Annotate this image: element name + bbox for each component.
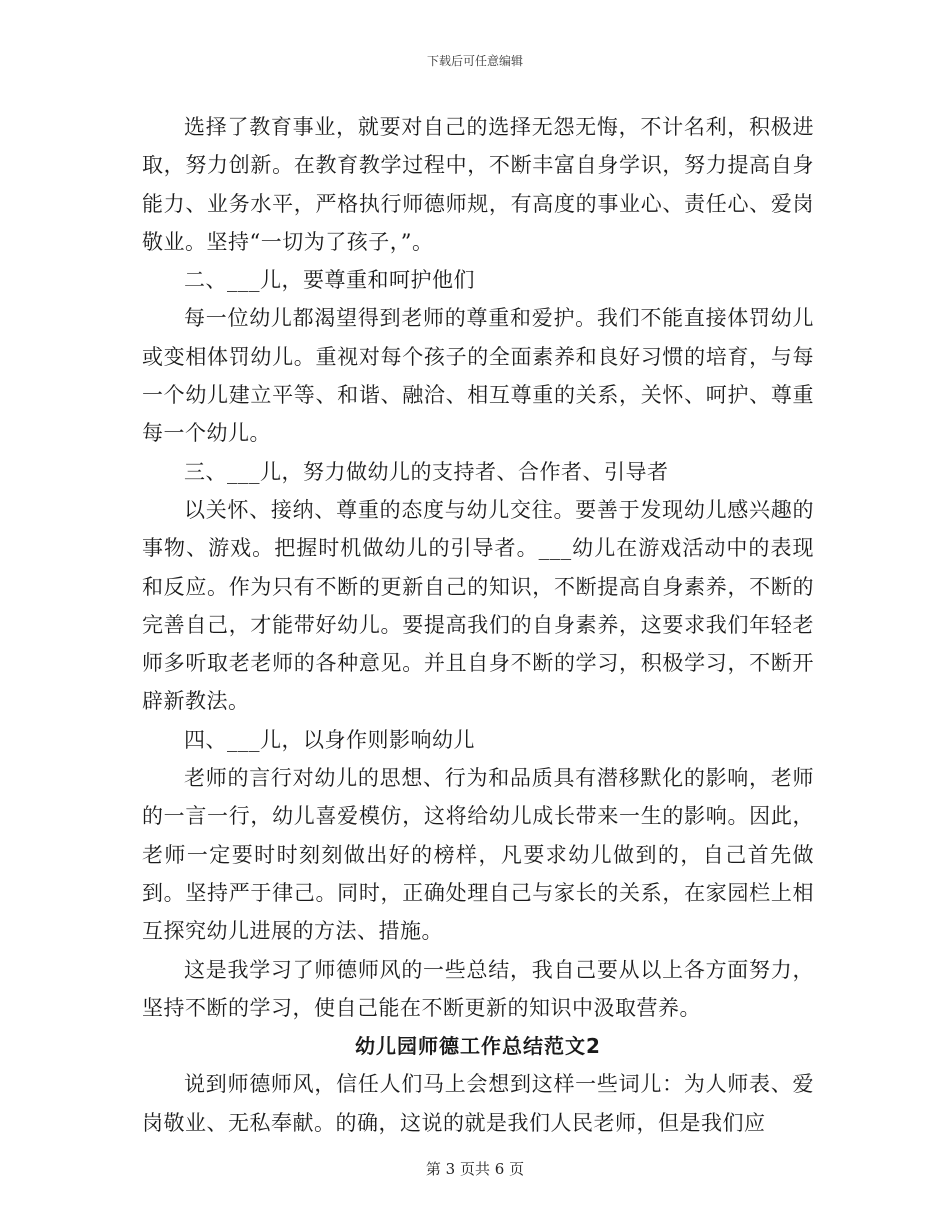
heading-2: 二、___儿，要尊重和呵护他们 <box>184 268 475 293</box>
paragraph-3: 以关怀、接纳、尊重的态度与幼儿交往。要善于发现幼儿感兴趣的事物、游戏。把握时机做幼儿的引导者。___幼儿在游戏活动中的表现和反应。作为只有不断的更新自己的知识，不断提高自身素养，不断的完善自己，才能带好幼儿。要提高我们的自身素养，这要求我们年轻老师多听取老老师的各种意见。并且自身不断的学习，积极学习，不断开辟新教法。 <box>142 497 814 714</box>
heading-4: 四、___儿，以身作则影响幼儿 <box>184 727 475 752</box>
page-header: 下载后可任意编辑 <box>426 54 523 68</box>
page-footer: 第 3 页共 6 页 <box>425 1160 525 1178</box>
document-body <box>142 108 814 1142</box>
paragraph-4: 老师的言行对幼儿的思想、行为和品质具有潜移默化的影响，老师的一言一行，幼儿喜爱模仿，这将给幼儿成长带来一生的影响。因此，老师一定要时时刻刻做出好的榜样，凡要求幼儿做到的，自己首先做到。坚持严于律己。同时，正确处理自己与家长的关系，在家园栏上相互探究幼儿进展的方法、措施。 <box>142 766 814 944</box>
heading-3: 三、___儿，努力做幼儿的支持者、合作者、引导者 <box>184 459 669 484</box>
paragraph-6: 说到师德师风，信任人们马上会想到这样一些词儿：为人师表、爱岗敬业、无私奉献。的确，这说的就是我们人民老师，但是我们应 <box>142 1072 814 1135</box>
paragraph-5: 这是我学习了师德师风的一些总结，我自己要从以上各方面努力，坚持不断的学习，使自己能在不断更新的知识中汲取营养。 <box>142 957 814 1020</box>
paragraph-2: 每一位幼儿都渴望得到老师的尊重和爱护。我们不能直接体罚幼儿或变相体罚幼儿。重视对每个孩子的全面素养和良好习惯的培育，与每一个幼儿建立平等、和谐、融洽、相互尊重的关系，关怀、呵护、尊重每一个幼儿。 <box>142 306 814 446</box>
section-title: 幼儿园师德工作总结范文2 <box>355 1034 601 1059</box>
paragraph-1: 选择了教育事业，就要对自己的选择无怨无悔，不计名利，积极进取，努力创新。在教育教学过程中，不断丰富自身学识，努力提高自身能力、业务水平，严格执行师德师规，有高度的事业心、责任心、爱岗敬业。坚持“一切为了孩子，”。 <box>142 115 814 254</box>
